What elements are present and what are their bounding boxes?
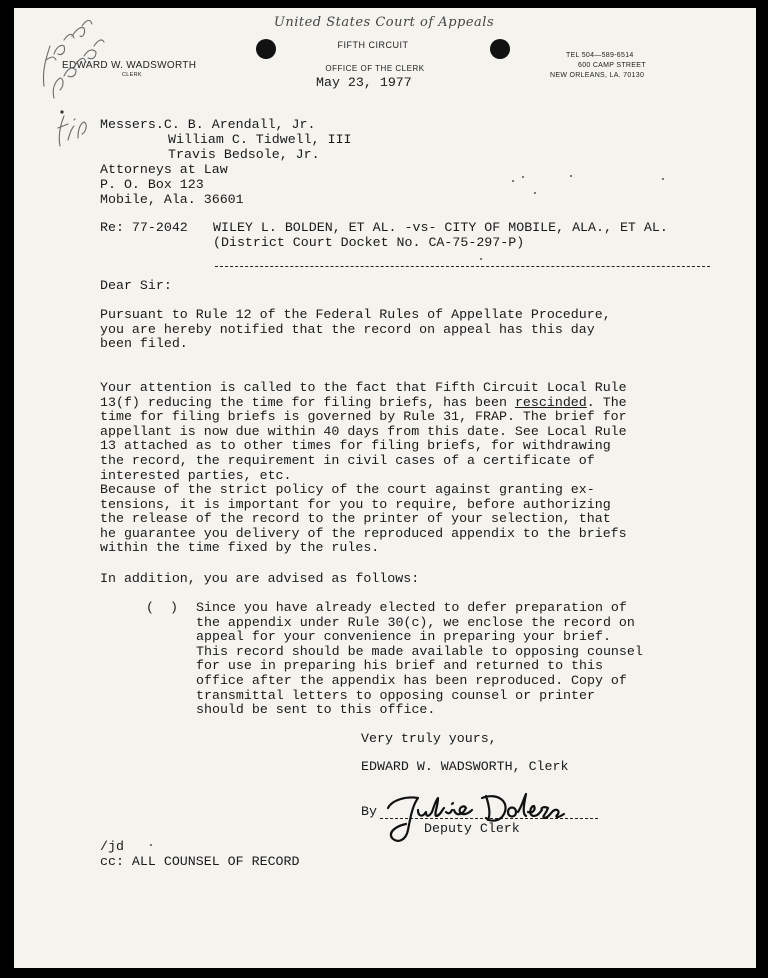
addressee-line-2: William C. Tidwell, III [168,132,352,147]
re-label: Re: 77-2042 [100,220,188,235]
clerk-name: EDWARD W. WADSWORTH [62,60,197,71]
handwritten-note [24,16,134,156]
speck [534,192,536,194]
speck [150,844,152,846]
valediction: Very truly yours, [361,731,497,746]
addressee-line-4: Attorneys at Law [100,162,228,177]
paragraph-4: In addition, you are advised as follows: [100,571,420,586]
by-label: By [361,804,377,819]
letter-date: May 23, 1977 [316,75,412,90]
addressee-line-1: Messers.C. B. Arendall, Jr. [100,117,316,132]
punch-hole-right [490,39,510,59]
circuit-name: FIFTH CIRCUIT [337,40,409,50]
speck [570,175,572,177]
speck [480,258,482,260]
addressee-line-3: Travis Bedsole, Jr. [168,147,320,162]
handwritten-signature [382,786,572,846]
case-caption: WILEY L. BOLDEN, ET AL. -vs- CITY OF MOBILE, ALA., ET AL. [213,220,668,235]
paragraph-1: Pursuant to Rule 12 of the Federal Rules of Appellate Procedure, you are hereby notified that the record on appeal has this day been filed. [100,307,611,352]
office-of-clerk: OFFICE OF THE CLERK [325,64,425,73]
caption-rule [215,266,710,267]
city-address: NEW ORLEANS, LA. 70130 [550,72,645,79]
deputy-clerk-title: Deputy Clerk [424,821,520,836]
paragraph-3: Because of the strict policy of the court against granting ex- tensions, it is important for you to require, before authorizing the release of the record to the printer of your selection, that he guarantee you delivery of the reproduced appendix to the briefs within the time fixed by the rules. [100,482,627,556]
typist-initials: /jd [100,839,124,854]
paragraph-2-part-c: . The time for filing briefs is governed by Rule 31, FRAP. The brief for appellant is now due within 40 days from this date. See Local Rule 13 attached as to other times for filing briefs, for withdrawing the record, the requirement in civil cases of a certificate of interested parties, etc. [100,394,627,483]
speck [512,180,514,182]
salutation: Dear Sir: [100,278,172,293]
speck [662,178,664,180]
speck [522,176,524,178]
paragraph-2 [100,381,720,483]
paragraph-2-part-a: Your attention is called to the fact that Fifth Circuit Local Rule 13(f) reducing the time for filing briefs, has been [100,380,627,410]
court-name: United States Court of Appeals [273,15,495,30]
cc-line: cc: ALL COUNSEL OF RECORD [100,854,300,869]
addressee-line-5: P. O. Box 123 [100,177,204,192]
docket-number: (District Court Docket No. CA-75-297-P) [213,235,525,250]
telephone: TEL 504—589-6514 [566,52,634,59]
closing-clerk: EDWARD W. WADSWORTH, Clerk [361,759,569,774]
item-text: Since you have already elected to defer preparation of the appendix under Rule 30(c), we enclose the record on appeal for your convenience in preparing your brief. This record should be made available to opposing counsel for use in preparing his brief and returned to this office after the appendix has been reproduced. Copy of transmittal letters to opposing counsel or printer should be sent to this office. [196,600,643,718]
letter-page [14,8,756,968]
street-address: 600 CAMP STREET [578,62,646,69]
rescinded-word: rescinded [514,394,587,410]
punch-hole-left [256,39,276,59]
addressee-line-6: Mobile, Ala. 36601 [100,192,244,207]
clerk-title: CLERK [122,72,142,78]
item-checkbox: ( ) [146,600,178,615]
